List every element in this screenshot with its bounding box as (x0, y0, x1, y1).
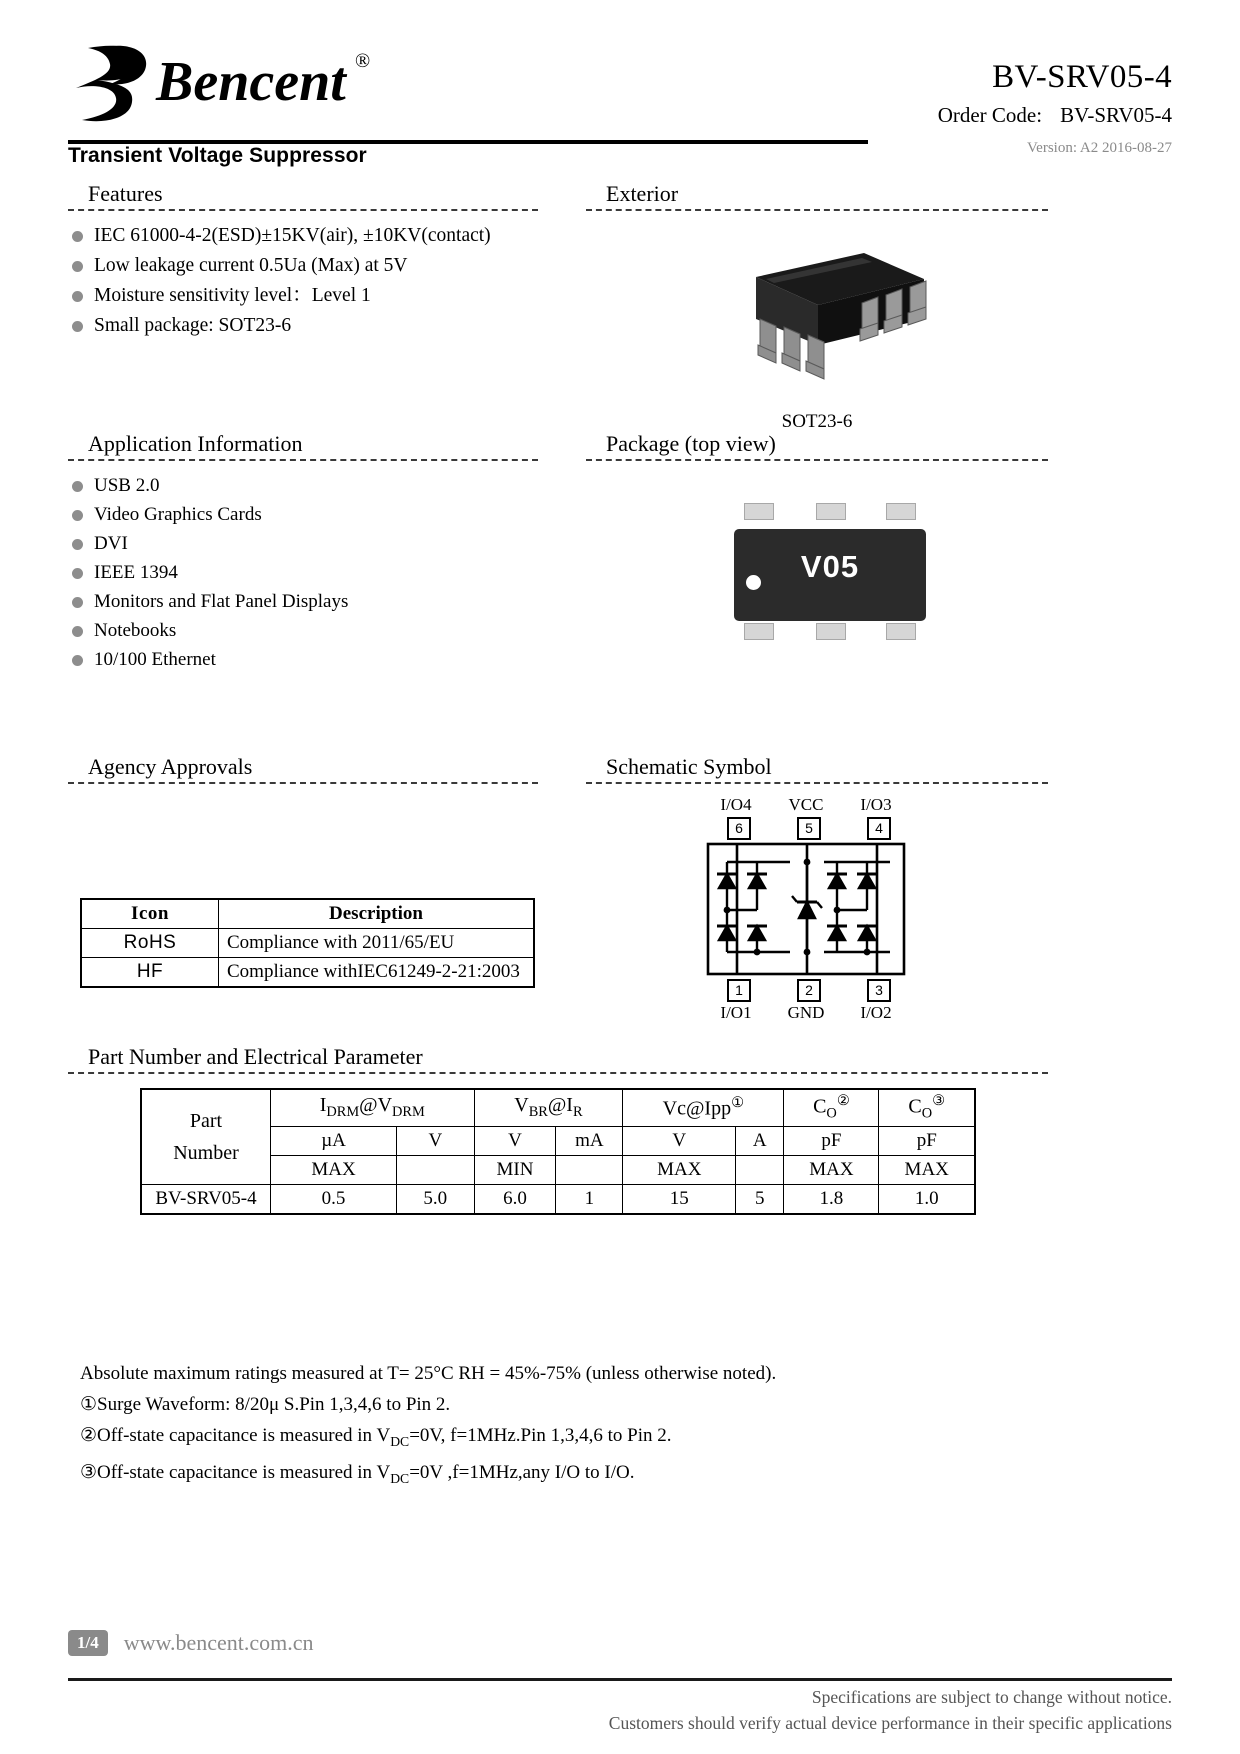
notes-block (80, 1358, 1080, 1494)
part-label-line1: Part (189, 1109, 223, 1132)
schematic-label-io3: I/O3 (860, 795, 892, 814)
table-row (141, 1184, 975, 1214)
header-right-block (612, 60, 1172, 128)
parameters-section (68, 1045, 1048, 1074)
list-item: DVI (68, 529, 538, 558)
note-offstate-cap-io (80, 1457, 1080, 1494)
schematic-circuit-icon (700, 840, 920, 990)
note4-sub: DC (390, 1470, 410, 1486)
list-item: Moisture sensitivity level：Level 1 (68, 281, 538, 311)
agency-icon-rohs: RoHS (81, 929, 219, 958)
agency-icon-hf: HF (81, 958, 219, 988)
group-header-co-3: $C_O^③$ (879, 1089, 975, 1126)
exterior-image-area (586, 211, 1048, 451)
schematic-pin-1: 1 (727, 979, 751, 1002)
registered-trademark-symbol: ® (355, 50, 371, 72)
note4-post: =0V ,f=1MHz,any I/O to I/O. (409, 1461, 635, 1483)
features-divider (68, 209, 538, 211)
package-pin-4 (886, 503, 916, 520)
page-number-badge: 1/4 (68, 1630, 108, 1656)
agency-desc-rohs: Compliance with 2011/65/EU (219, 929, 535, 958)
unit-cell: A (736, 1126, 784, 1155)
schematic-divider (586, 782, 1048, 784)
package-pin-1 (744, 623, 774, 640)
note3-post: =0V, f=1MHz.Pin 1,3,4,6 to Pin 2. (409, 1425, 672, 1446)
application-list (68, 471, 538, 674)
cell-value: 1.8 (784, 1184, 879, 1214)
application-divider (68, 459, 538, 461)
agency-desc-hf: Compliance withIEC61249-2-21:2003 (219, 958, 535, 988)
exterior-section (586, 182, 1048, 451)
application-heading: Application Information (88, 431, 303, 456)
unit-cell: V (474, 1126, 556, 1155)
list-item: Low leakage current 0.5Ua (Max) at 5V (68, 251, 538, 281)
list-item: USB 2.0 (68, 471, 538, 500)
table-row (81, 958, 534, 988)
schematic-section (586, 755, 1048, 784)
cell-part-number: BV-SRV05-4 (141, 1184, 271, 1214)
cell-value: 0.5 (271, 1184, 397, 1214)
features-section (68, 182, 538, 341)
agency-approvals-table (80, 898, 535, 988)
parameters-divider (68, 1072, 1048, 1074)
note3-sub: DC (390, 1433, 410, 1449)
table-row (81, 929, 534, 958)
limit-cell: MIN (474, 1155, 556, 1184)
group-header-co-2: $C_O^②$ (784, 1089, 879, 1126)
package-top-view (734, 529, 930, 625)
schematic-heading: Schematic Symbol (606, 754, 772, 779)
package-section (586, 432, 1048, 691)
schematic-pin-4: 4 (867, 817, 891, 840)
schematic-label-vcc: VCC (788, 795, 824, 814)
cell-value: 1 (556, 1184, 623, 1214)
note-offstate-cap-pins (80, 1420, 1080, 1457)
electrical-parameter-table (140, 1088, 976, 1215)
disclaimer-line-1: Specifications are subject to change without notice. (811, 1687, 1172, 1707)
schematic-pin-5: 5 (797, 817, 821, 840)
list-item: Notebooks (68, 616, 538, 645)
features-list (68, 221, 538, 341)
package-pin-3 (886, 623, 916, 640)
list-item: IEEE 1394 (68, 558, 538, 587)
order-code (612, 103, 1172, 128)
schematic-label-gnd: GND (787, 1003, 825, 1022)
package-pin-6 (744, 503, 774, 520)
list-item: Monitors and Flat Panel Displays (68, 587, 538, 616)
table-header-row-groups (141, 1089, 975, 1126)
schematic-label-io1: I/O1 (720, 1003, 752, 1022)
page-footer (68, 1630, 1172, 1656)
schematic-pin-6: 6 (727, 817, 751, 840)
disclaimer-line-2: Customers should verify actual device performance in their specific applications (608, 1713, 1172, 1733)
part-label-line2: Number (173, 1141, 239, 1164)
page-header (68, 38, 1172, 148)
version-text: Version: A2 2016-08-27 (1027, 140, 1172, 156)
unit-cell: mA (556, 1126, 623, 1155)
group-header-vc-ipp: Vc@Ipp① (623, 1089, 784, 1126)
exterior-caption: SOT23-6 (781, 411, 853, 433)
exterior-heading: Exterior (606, 181, 679, 206)
note3-pre: ②Off-state capacitance is measured in V (80, 1425, 391, 1446)
package-pin-5 (816, 503, 846, 520)
cell-value: 6.0 (474, 1184, 556, 1214)
svg-text:Bencent: Bencent (156, 51, 346, 113)
list-item: 10/100 Ethernet (68, 645, 538, 674)
note4-pre: ③Off-state capacitance is measured in V (80, 1461, 391, 1483)
limit-cell (736, 1155, 784, 1184)
agency-divider (68, 782, 538, 784)
package-drawing-area (586, 461, 1048, 691)
sot23-6-package-photo-icon (714, 241, 954, 391)
package-body (734, 529, 926, 621)
website-link[interactable]: www.bencent.com.cn (123, 1630, 314, 1655)
list-item: Small package: SOT23-6 (68, 311, 538, 341)
order-code-label: Order Code: (937, 102, 1043, 127)
group-header-vbr-ir: $V_{BR}@I_R$ (474, 1089, 623, 1126)
table-header-row (81, 899, 534, 929)
footer-divider (68, 1678, 1172, 1681)
limit-cell (397, 1155, 474, 1184)
cell-value: 5 (736, 1184, 784, 1214)
cell-value: 1.0 (879, 1184, 975, 1214)
parameters-heading: Part Number and Electrical Parameter (88, 1044, 423, 1069)
unit-cell: V (623, 1126, 736, 1155)
footer-disclaimer (609, 1684, 1172, 1736)
agency-heading: Agency Approvals (88, 754, 253, 779)
agency-section (68, 755, 538, 784)
column-header-icon: Icon (81, 899, 219, 929)
unit-cell: pF (784, 1126, 879, 1155)
unit-cell: µA (271, 1126, 397, 1155)
column-header-description: Description (219, 899, 535, 929)
cell-value: 15 (623, 1184, 736, 1214)
package-pin-2 (816, 623, 846, 640)
note-surge-waveform: ①Surge Waveform: 8/20μ S.Pin 1,3,4,6 to Pin 2. (80, 1394, 451, 1415)
limit-cell: MAX (784, 1155, 879, 1184)
features-heading: Features (88, 181, 163, 206)
group-header-idrm-vdrm: $I_{DRM}@V_{DRM}$ (271, 1089, 475, 1126)
schematic-diagram (700, 795, 920, 1035)
page-title: BV-SRV05-4 (992, 59, 1172, 95)
schematic-label-io4: I/O4 (720, 795, 752, 814)
unit-cell: pF (879, 1126, 975, 1155)
limit-cell: MAX (271, 1155, 397, 1184)
unit-cell: V (397, 1126, 474, 1155)
cell-value: 5.0 (397, 1184, 474, 1214)
application-section (68, 432, 538, 674)
limit-cell: MAX (623, 1155, 736, 1184)
limit-cell: MAX (879, 1155, 975, 1184)
bencent-logo-icon (68, 40, 371, 126)
limit-cell (556, 1155, 623, 1184)
brand-logo (68, 38, 428, 130)
schematic-pin-3: 3 (867, 979, 891, 1002)
package-heading: Package (top view) (606, 431, 776, 456)
schematic-label-io2: I/O2 (860, 1003, 892, 1022)
package-marking: V05 (800, 549, 860, 585)
list-item: Video Graphics Cards (68, 500, 538, 529)
schematic-pin-2: 2 (797, 979, 821, 1002)
list-item: IEC 61000-4-2(ESD)±15KV(air), ±10KV(contact) (68, 221, 538, 251)
pin1-dot-icon (746, 575, 761, 590)
column-header-part-number (141, 1089, 271, 1184)
order-code-value: BV-SRV05-4 (1060, 102, 1172, 127)
document-subtitle: Transient Voltage Suppressor (68, 144, 367, 167)
note-absolute-ratings: Absolute maximum ratings measured at T= 25°C RH = 45%-75% (unless otherwise noted). (80, 1363, 777, 1384)
